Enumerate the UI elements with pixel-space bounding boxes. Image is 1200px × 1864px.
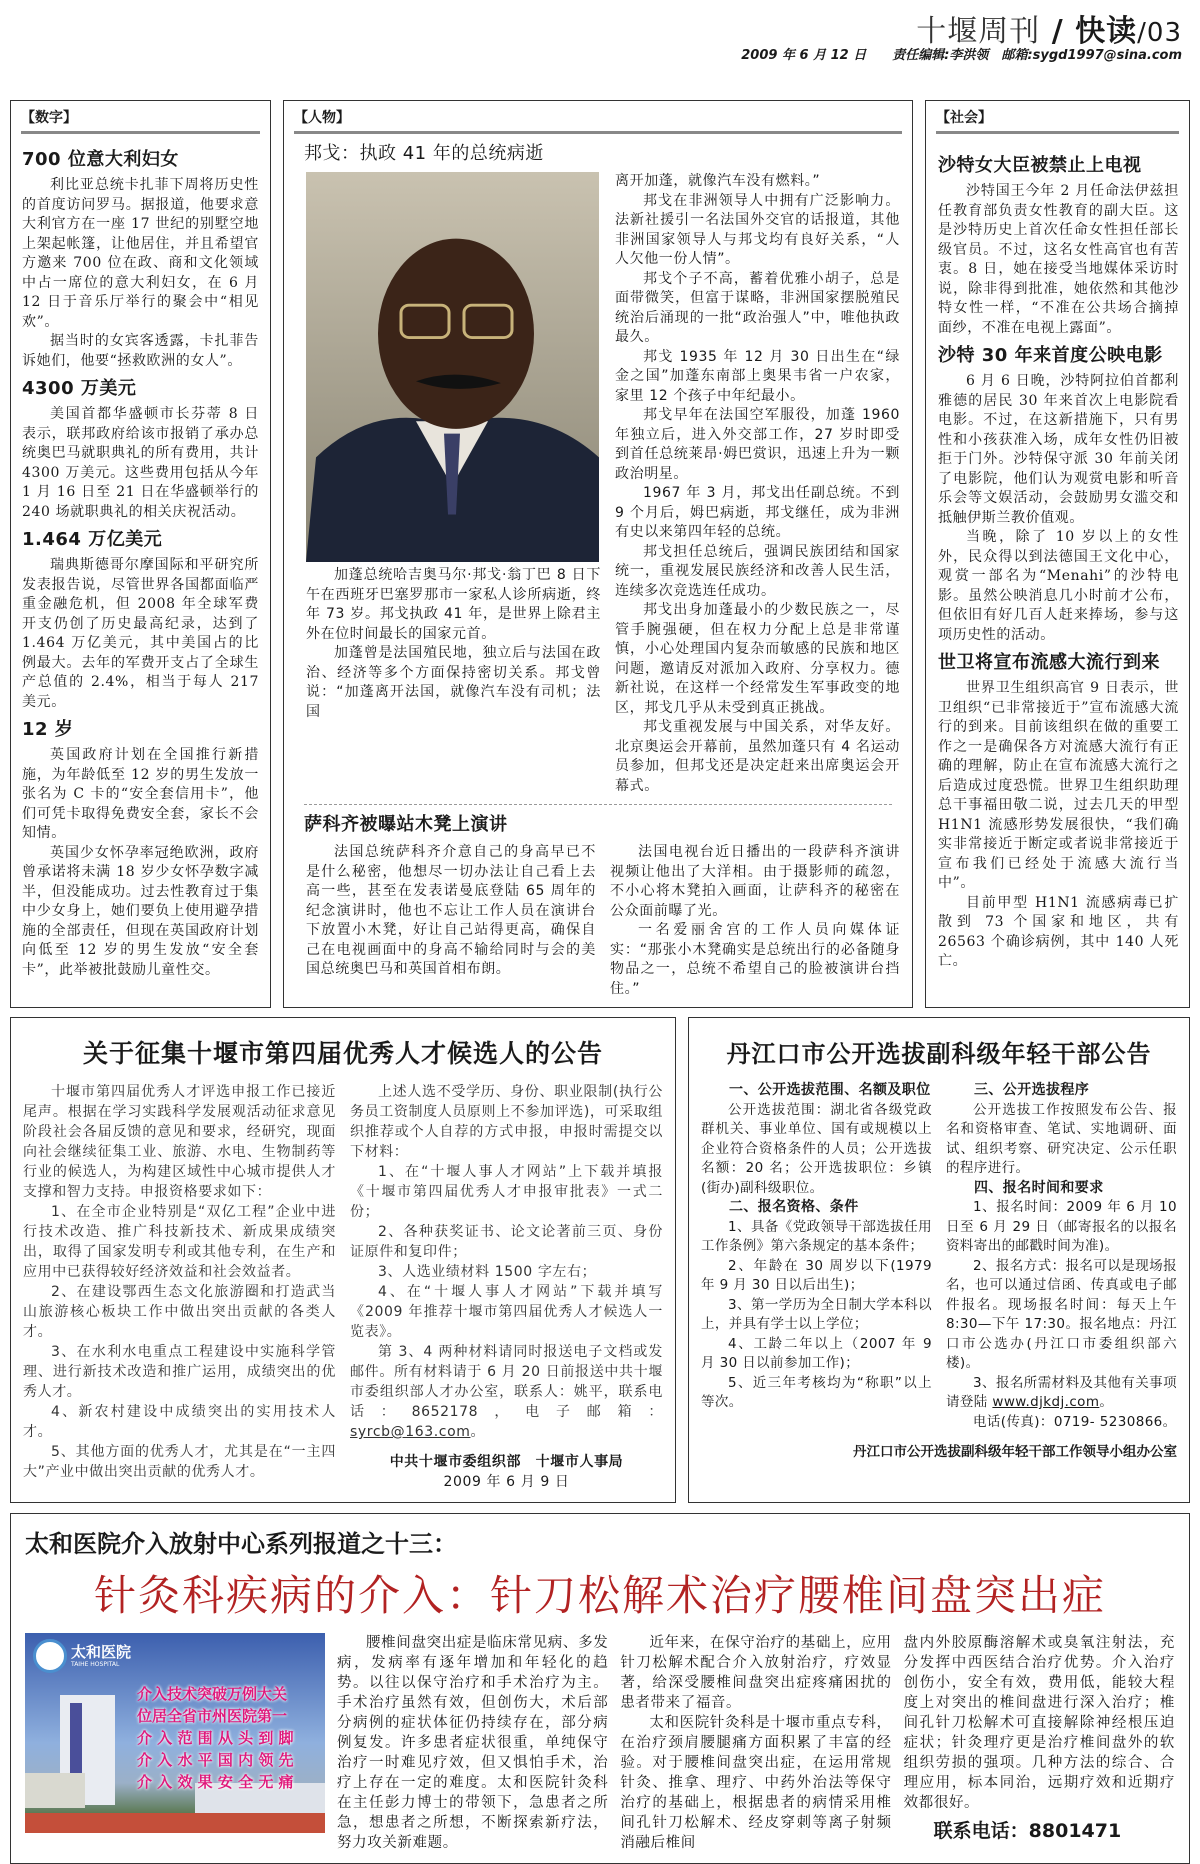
article-paragraph: 法国总统萨科齐介意自己的身高早已不是什么秘密，他想尽一切办法让自己看上去高一些，甚至在发表诺曼底登陆 65 周年的纪念演讲时，他也不忘让工作人员在演讲台下放置小木凳，好让自己站得更高，确保自己在电视画面中的身高不输给同时与会的美国总统奥巴马和英国首相布朗。 — [306, 844, 596, 977]
notice-title: 关于征集十堰市第四届优秀人才候选人的公告 — [82, 1039, 603, 1068]
article-paragraph: 加蓬总统哈吉奥马尔·邦戈·翁丁巴 8 日下午在西班牙巴塞罗那市一家私人诊所病逝，终年 73 岁。邦戈执政 41 年，是世界上除君主外在位时间最长的国家元首。 — [306, 567, 601, 642]
ad-slogan: 位居全省市州医院第一 — [137, 1707, 288, 1725]
article-title: 世卫将宣布流感大流行到来 — [938, 652, 1160, 673]
notice-date: 2009 年 6 月 9 日 — [443, 1474, 570, 1490]
talent-notice — [10, 1017, 676, 1503]
feature-col2 — [620, 1633, 891, 1853]
notice-col2: 上述人选不受学历、身份、职业限制(执行公务员工资制度人员原则上不参加评选)，可采取组织推荐或个人自荐的方式申报，申报时需提交以下材料： 1、在“十堰人事人才网站”上下载并填报《十堰市第四届优秀人才申报审批表》一式二份； 2、各种获奖证书、论文论著前三页、身份证原件和复印件； 3、人选业绩材料 1500 字左右； 4、在“十堰人事人才网站”下载并填写《2009 年推荐十堰市第四届优秀人才候选人一览表》。 第 3、4 两种材料请同时报送电子文档或发邮件。所有材料请于 6 月 20 日前报送中共十堰市委组织部人才办公室，联系人：姚平，联系电话：8652178，电子邮箱：syrcb@163.com。 中共十堰市委组织部 十堰市人事局 2009 年 6 月 9 日 — [350, 1084, 663, 1490]
feature-paragraph: 太和医院针灸科是十堰市重点专科，在治疗颈肩腰腿痛方面积累了丰富的经验。对于腰椎间盘突出症，在运用常规针灸、推拿、理疗、中药外治法等保守治疗的基础上，根据患者的病情采用椎间孔针刀松解术、经皮穿刺等离子射频消融后椎间 — [620, 1715, 892, 1851]
website-link[interactable]: www.djkdj.com — [992, 1394, 1100, 1410]
ad-slogan: 介 入 水 平 国 内 领 先 — [137, 1751, 294, 1769]
society-articles — [926, 134, 1189, 980]
notice-paragraph: 公开选拔范围：湖北省各级党政群机关、事业单位、国有或规模以上企业符合资格条件的人员；公开选拔名额：20 名；公开选拔职位：乡镇(街办)副科级职位。 — [701, 1101, 932, 1196]
top-row — [0, 100, 1200, 1008]
article-paragraph: 据当时的女宾客透露，卡扎菲告诉她们，他要“拯救欧洲的女人”。 — [22, 333, 259, 369]
page-number: /03 — [1137, 18, 1182, 48]
contact-phone: 联系电话：8801471 — [933, 1820, 1122, 1842]
editor-email: 邮箱:sygd1997@sina.com — [1001, 48, 1182, 63]
article-title: 沙特女大臣被禁止上电视 — [938, 155, 1142, 176]
article-paragraph: 美国首都华盛顿市长芬蒂 8 日表示，联邦政府给该市报销了承办总统奥巴马就职典礼的所有费用，共计 4300 万美元。这些费用包括从今年 1 月 16 日至 21 日在华盛顿举行的 240 场就职典礼的相关庆祝活动。 — [22, 406, 259, 520]
notice-paragraph: 1、在“十堰人事人才网站”上下载并填报《十堰市第四届优秀人才申报审批表》一式二份； — [350, 1164, 663, 1220]
hospital-logo: 太和医院 — [71, 1643, 132, 1661]
feature-col1 — [337, 1633, 608, 1853]
notice-paragraph: 2、各种获奖证书、论文论著前三页、身份证原件和复印件； — [350, 1224, 663, 1260]
notice-heading: 二、报名资格、条件 — [729, 1199, 859, 1215]
sarkozy-col2 — [610, 843, 900, 999]
hospital-feature — [10, 1513, 1190, 1864]
notice-paragraph: 第 3、4 两种材料请同时报送电子文档或发邮件。所有材料请于 6 月 20 日前报送中共十堰市委组织部人才办公室，联系人：姚平，联系电话：8652178，电子邮箱： — [350, 1344, 663, 1420]
section-tag: 【社会】 — [936, 101, 1179, 134]
section-tag: 【人物】 — [294, 101, 902, 134]
article-paragraph: 邦戈出身加蓬最小的少数民族之一，尽管手腕强硬，但在权力分配上总是非常谨慎，小心处理国内复杂而敏感的民族和地区问题，邀请反对派加入政府、分享权力。德新社说，在这样一个经常发生军事政变的地区，邦戈几乎从未受到真正挑战。 — [615, 602, 900, 716]
ad-slogan: 介 入 范 围 从 头 到 脚 — [137, 1729, 294, 1747]
article-paragraph: 邦戈担任总统后，强调民族团结和国家统一，重视发展民族经济和改善人民生活，连续多次竞选连任成功。 — [615, 543, 900, 599]
article-paragraph: 一名爱丽舍宫的工作人员向媒体证实：“那张小木凳确实是总统出行的必备随身物品之一，总统不希望自己的脸被演讲台挡住。” — [610, 922, 900, 997]
notice-heading: 四、报名时间和要求 — [974, 1179, 1104, 1196]
feature-paragraph: 近年来，在保守治疗的基础上，应用针刀松解术配合介入放射治疗，疗效显著，给深受腰椎间盘突出症疼痛困扰的患者带来了福音。 — [620, 1635, 892, 1711]
people-column — [283, 100, 913, 1008]
notice-phone: 电话(传真)：0719- 5230866。 — [973, 1413, 1177, 1430]
notice-paragraph: 3、人选业绩材料 1500 字左右； — [378, 1264, 597, 1280]
masthead-area — [0, 0, 1200, 100]
masthead-info — [741, 44, 1182, 63]
bongo-article-col1 — [306, 566, 601, 722]
notice-paragraph: 5、其他方面的优秀人才，尤其是在“一主四大”产业中做出突出贡献的优秀人才。 — [23, 1444, 336, 1480]
article-paragraph: 利比亚总统卡扎菲下周将历史性的首度访问罗马。据报道，他要求意大利官方在一座 17 世纪的别墅空地上架起帐篷，让他居住，并且希望官方邀来 700 位在政、商和文化领域中占一席位的意大利妇女，在 6 月 12 日于音乐厅举行的聚会中“相见欢”。 — [22, 177, 259, 330]
editor: 责任编辑:李洪领 — [892, 48, 989, 63]
article-paragraph: 1967 年 3 月，邦戈出任副总统。不到 9 个月后，姆巴病逝，邦戈继任，成为非洲有史以来第四年轻的总统。 — [615, 485, 900, 540]
article-paragraph: 加蓬曾是法国殖民地，独立后与法国在政治、经济等多个方面保持密切关系。邦戈曾说：“加蓬离开法国，就像汽车没有司机；法国 — [306, 645, 601, 720]
notice-paragraph: 3、第一学历为全日制大学本科以上，并具有学士以上学位； — [701, 1296, 932, 1332]
article-title: 4300 万美元 — [22, 378, 137, 399]
article-paragraph: 法国电视台近日播出的一段萨科齐演讲视频让他出了大洋相。由于摄影师的疏忽，不小心将木凳拍入画面，让萨科齐的秘密在公众面前曝了光。 — [610, 844, 900, 919]
notice-paragraph: 4、在“十堰人事人才网站”下载并填写《2009 年推荐十堰市第四届优秀人才候选人一览表》。 — [350, 1284, 663, 1340]
hospital-row — [0, 1513, 1200, 1864]
notice-heading: 三、公开选拔程序 — [974, 1082, 1090, 1098]
society-column — [925, 100, 1190, 1008]
article-paragraph: 世界卫生组织高官 9 日表示，世卫组织“已非常接近于”宣布流感大流行的到来。目前该组织在做的重要工作之一是确保各方对流感大流行有正确的理解，防止在宣布流感大流行之后造成过度恐慌。世界卫生组织助理总干事福田敬二说，过去几天的甲型 H1N1 流感形势发展很快，“我们确实非常接近于断定或者说非常接近于宣布我们已经处于流感大流行当中”。 — [938, 680, 1179, 891]
article-paragraph: 邦戈个子不高，蓄着优雅小胡子，总是面带微笑，但富于谋略，非洲国家摆脱殖民统治后涌现的一批“政治强人”中，唯他执政最久。 — [615, 270, 900, 345]
article-title: 700 位意大利妇女 — [22, 149, 179, 170]
paper-name: 十堰周刊 — [916, 14, 1041, 49]
article-paragraph: 6 月 6 日晚，沙特阿拉伯首都利雅德的居民 30 年来首次上电影院看电影。不过，在这新措施下，只有男性和小孩获准入场，成年女性仍旧被拒于门外。沙特保守派 30 年前关闭了电影院，他们认为观赏电影和听音乐会等文娱活动，会鼓励男女滥交和抵触伊斯兰教价值观。 — [938, 373, 1179, 526]
article-title: 沙特 30 年来首度公映电影 — [938, 345, 1163, 366]
ad-slogan: 介入技术突破万例大关 — [137, 1685, 288, 1703]
notice-paragraph: 3、在水利水电重点工程建设中实施科学管理、进行新技术改造和推广运用，成绩突出的优秀人才。 — [23, 1344, 336, 1400]
article-title: 邦戈：执政 41 年的总统病逝 — [304, 143, 544, 164]
notice-col1 — [701, 1081, 932, 1432]
article-paragraph: 英国政府计划在全国推行新措施，为年龄低至 12 岁的男生发放一张名为 C 卡的“安全套信用卡”，他们可凭卡取得免费安全套，家长不会知情。 — [22, 747, 259, 841]
numbers-column — [10, 100, 271, 1008]
divider — [304, 804, 892, 805]
article-paragraph: 邦戈 1935 年 12 月 30 日出生在“绿金之国”加蓬东南部上奥果韦省一户农家，家里 12 个孩子中年纪最小。 — [615, 348, 900, 404]
sarkozy-col1 — [306, 843, 596, 999]
article-title: 萨科齐被曝站木凳上演讲 — [304, 814, 508, 835]
ad-slogans — [137, 1683, 294, 1793]
notice-paragraph: 2、在建设鄂西生态文化旅游圈和打造武当山旅游核心板块工作中做出突出贡献的各类人才。 — [23, 1284, 336, 1340]
notice-paragraph: 公开选拔工作按照发布公告、报名和资格审查、笔试、实地调研、面试、组织考察、研究决定、公示任职的程序进行。 — [946, 1101, 1177, 1176]
notice-paragraph: 3、报名所需材料及其他有关事项请登陆 — [946, 1374, 1177, 1410]
notice-signer: 丹江口市公开选拔副科级年轻干部工作领导小组办公室 — [853, 1444, 1177, 1460]
bongo-article — [284, 172, 912, 796]
bongo-left — [306, 172, 601, 796]
notice-paragraph: 1、报名时间：2009 年 6 月 10 日至 6 月 29 日（邮寄报名的以报名资料寄出的邮戳时间为准)。 — [946, 1199, 1177, 1254]
notice-paragraph: 2、年龄在 30 周岁以下(1979 年 9 月 30 日以后出生)； — [701, 1257, 932, 1293]
sarkozy-article — [284, 843, 912, 999]
notice-paragraph: 1、在全市企业特别是“双亿工程”企业中进行技术改造、推广科技新技术、新成果成绩突出，取得了国家发明专利或其他专利，在生产和应用中已获得较好经济效益和社会效益者。 — [23, 1204, 336, 1280]
notice-row — [0, 1017, 1200, 1503]
article-paragraph: 离开加蓬，就像汽车没有燃料。” — [615, 173, 821, 189]
article-title: 1.464 万亿美元 — [22, 529, 163, 550]
cadre-notice — [688, 1017, 1190, 1503]
notice-heading: 一、公开选拔范围、名额及职位 — [729, 1082, 931, 1098]
article-paragraph: 邦戈早年在法国空军服役，加蓬 1960 年独立后，进入外交部工作，27 岁时即受到首任总统莱昂·姆巴赏识，迅速上升为一颗政治明星。 — [615, 407, 900, 482]
masthead: 十堰周刊 / 快读/03 — [916, 14, 1182, 49]
bongo-photo — [306, 172, 599, 562]
notice-col2: 三、公开选拔程序 公开选拔工作按照发布公告、报名和资格审查、笔试、实地调研、面试、组织考察、研究决定、公示任职的程序进行。 四、报名时间和要求 1、报名时间：2009 年 6 月 10 日至 6 月 29 日（邮寄报名的以报名资料寄出的邮戳时间为准)。 2、报名方式：报名可以是现场报名，也可以通过信函、传真或电子邮件报名。现场报名时间：每天上午 8:30—下午 17:30。报名地点：丹江口市公选办(丹江口市委组织部六楼)。 3、报名所需材料及其他有关事项请登陆 www.djkdj.com。 电话(传真)：0719- 5230866。 — [946, 1081, 1177, 1432]
notice-paragraph: 1、具备《党政领导干部选拔任用工作条例》第六条规定的基本条件； — [701, 1218, 932, 1254]
hospital-logo-icon — [33, 1639, 67, 1673]
notice-body — [23, 1082, 663, 1492]
section-name: 快读 — [1075, 14, 1138, 49]
notice-paragraph: 4、新农村建设中成绩突出的实用技术人才。 — [23, 1404, 336, 1440]
numbers-articles — [11, 134, 270, 988]
article-paragraph: 当晚，除了 10 岁以上的女性外，民众得以到法德国王文化中心，观赏一部名为“Menahi”的沙特电影。虽然公映消息几小时前才公布，但依旧有好几百人赶来捧场，参与这项历史性的活动。 — [938, 529, 1179, 643]
feature-col3 — [904, 1633, 1175, 1853]
issue-date: 2009 年 6 月 12 日 — [741, 48, 867, 63]
article-paragraph: 瑞典斯德哥尔摩国际和平研究所发表报告说，尽管世界各国都面临严重金融危机，但 2008 年全球军费开支仍创了历史最高纪录，达到了 1.464 万亿美元，其中美国占的比例最大。去年的军费开支占了全球生产总值的 2.4%，相当于每人 217 美元。 — [22, 557, 259, 710]
article-paragraph: 邦戈在非洲领导人中拥有广泛影响力。法新社援引一名法国外交官的话报道，其他非洲国家领导人与邦戈均有良好关系，“人人欠他一份人情”。 — [615, 192, 900, 267]
notice-paragraph: 十堰市第四届优秀人才评选申报工作已接近尾声。根据在学习实践科学发展观活动征求意见阶段社会各届反馈的意见和要求，经研究，现面向社会继续征集工业、旅游、水电、生物制药等行业的候选人，为构建区域性中心城市提供人才支撑和智力支持。申报资格要求如下： — [23, 1084, 336, 1200]
notice-paragraph: 4、工龄二年以上（2007 年 9 月 30 日以前参加工作)； — [701, 1335, 932, 1371]
ad-slogan: 介 入 效 果 安 全 无 痛 — [137, 1773, 294, 1791]
article-title: 12 岁 — [22, 719, 74, 740]
article-paragraph: 沙特国王今年 2 月任命法伊兹担任教育部负责女性教育的副大臣。这是沙特历史上首次任命女性担任部长级官员。不过，这名女性高官也有苦衷。8 日，她在接受当地媒体采访时说，除非得到批准，她依然和其他沙特女性一样，“不准在公共场合摘掉面纱，不准在电视上露面”。 — [938, 183, 1179, 336]
notice-col1 — [23, 1082, 336, 1492]
article-paragraph: 目前甲型 H1N1 流感病毒已扩散到 73 个国家和地区，共有 26563 个确诊病例，其中 140 人死亡。 — [938, 894, 1179, 969]
feature-paragraph: 盘内外胶原酶溶解术或臭氧注射法，充分发挥中西医结合治疗优势。介入治疗创伤小，安全有效，费用低，能较大程度上对突出的椎间盘进行深入治疗；椎间孔针刀松解术可直接解除神经根压迫症状；针灸理疗更是治疗椎间盘外的软组织劳损的强项。几种方法的综合、合理应用，标本同治，远期疗效和近期疗效都很好。 — [903, 1635, 1175, 1811]
article-paragraph: 邦戈重视发展与中国关系，对华友好。北京奥运会开幕前，虽然加蓬只有 4 名运动员参加，但邦戈还是决定赶来出席奥运会开幕式。 — [615, 719, 900, 794]
article-paragraph: 英国少女怀孕率冠绝欧洲，政府曾承诺将未满 18 岁少女怀孕数字减半，但没能成功。过去性教育过于集中少女身上，她们要负上使用避孕措施的全部责任，但现在英国政府计划向低至 12 岁的男生发放“安全套卡”，此举被批鼓励儿童性交。 — [22, 844, 259, 978]
notice-paragraph: 上述人选不受学历、身份、职业限制(执行公务员工资制度人员原则上不参加评选)，可采取组织推荐或个人自荐的方式申报，申报时需提交以下材料： — [350, 1084, 663, 1160]
feature-paragraph: 腰椎间盘突出症是临床常见病、多发病，发病率有逐年增加和年轻化的趋势。以往以保守治疗和手术治疗为主。手术治疗虽然有效，但创伤大，术后部分病例的症状体征仍持续存在，部分病例复发。许多患者症状很重，单纯保守治疗一时难见疗效，但又惧怕手术，治疗上存在一定的难度。太和医院针灸科在主任彭力博士的带领下，急患者之所急，想患者之所想，不断探索新疗法，努力攻关新难题。 — [337, 1635, 609, 1851]
hospital-ad — [25, 1633, 325, 1833]
email-link[interactable]: syrcb@163.com — [350, 1424, 471, 1440]
notice-title: 丹江口市公开选拔副科级年轻干部公告 — [726, 1039, 1152, 1068]
notice-paragraph: 5、近三年考核均为“称职”以上等次。 — [701, 1374, 932, 1410]
notice-body — [701, 1081, 1177, 1432]
feature-headline: 针灸科疾病的介入：针刀松解术治疗腰椎间盘突出症 — [93, 1571, 1106, 1620]
feature-body — [25, 1633, 1175, 1853]
hospital-logo-en: TAIHE HOSPITAL — [71, 1661, 120, 1668]
notice-signer: 中共十堰市委组织部 十堰市人事局 — [389, 1454, 624, 1470]
bongo-article-col2 — [615, 172, 900, 796]
series-title: 太和医院介入放射中心系列报道之十三： — [25, 1530, 457, 1558]
section-tag: 【数字】 — [21, 101, 260, 134]
notice-paragraph: 2、报名方式：报名可以是现场报名，也可以通过信函、传真或电子邮件报名。现场报名时间：每天上午 8:30—下午 17:30。报名地点：丹江口市公选办(丹江口市委组织部六楼)。 — [946, 1257, 1177, 1371]
